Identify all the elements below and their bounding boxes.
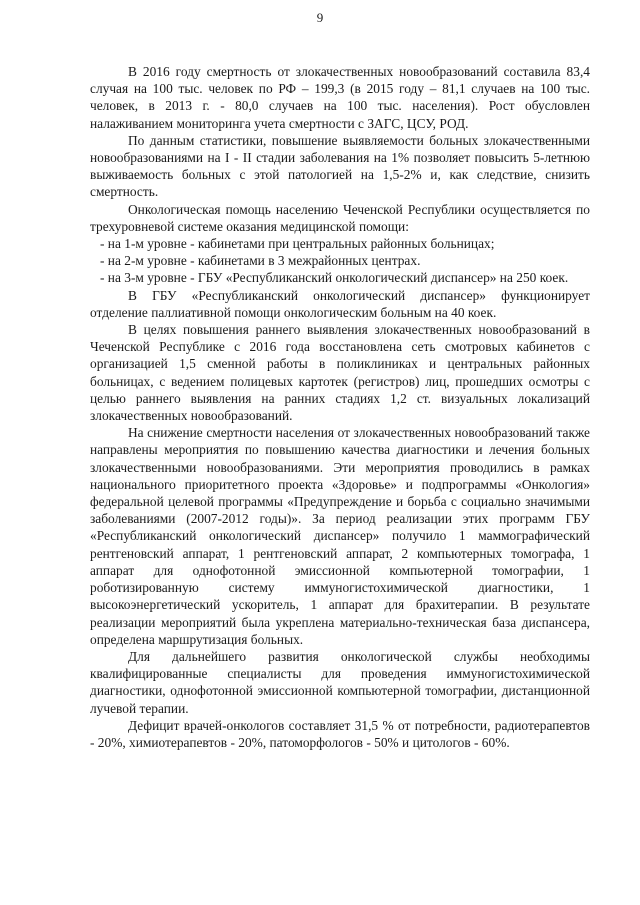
list-item-level-1: - на 1-м уровне - кабинетами при центральных районных больницах; — [100, 236, 495, 252]
paragraph-deficit: Дефицит врачей-онкологов составляет 31,5 % от потребности, радиотерапевтов - 20%, химиотерапевтов - 20%, патоморфологов - 50% и цитологов - 60%. — [90, 717, 590, 750]
paragraph-mortality-reduction: На снижение смертности населения от злокачественных новообразований также направлены мероприятия по повышению качества диагностики и лечения больных злокачественными новообразованиями. Эти мероприятия проводились в рамках национального приоритетного проекта «Здоровье» и подпрограммы «Онкология» федеральной целевой программы «Предупреждение и борьба с социально значимыми заболеваниями (2007-2012 годы)». За период реализации этих программ ГБУ «Республиканский онкологический диспансер» получило 1 маммографический рентгеновский аппарат, 1 рентгеновский аппарат, 2 компьютерных томографа, 1 аппарат для однофотонной эмиссионной компьютерной томографии, 1 роботизированную систему иммуногистохимической диагностики, 1 высокоэнергетический ускоритель, 1 аппарат для брахитерапии. В результате реализации мероприятий была укреплена материально-техническая база диспансера, определена маршрутизация больных. — [90, 425, 590, 647]
page-number: 9 — [316, 10, 324, 25]
list-item-level-3: - на 3-м уровне - ГБУ «Республиканский онкологический диспансер» на 250 коек. — [100, 270, 569, 286]
paragraph-early-detection: В целях повышения раннего выявления злокачественных новообразований в Чеченской Республике с 2016 года восстановлена сеть смотровых кабинетов с организацией 1,5 сменной работы в поликлиниках и центральных районных больницах, с ведением полицевых картотек (регистров) лиц, прошедших осмотры с целью раннего выявления на ранних стадиях 1,2 ст. визуальных локализаций злокачественных новообразований. — [90, 322, 590, 424]
paragraph-three-level-system: Онкологическая помощь населению Чеченской Республики осуществляется по трехуровневой системе оказания медицинской помощи: — [90, 201, 590, 234]
document-body — [90, 63, 590, 751]
paragraph-specialists: Для дальнейшего развития онкологической службы необходимы квалифицированные специалисты для проведения иммуногистохимической диагностики, однофотонной эмиссионной компьютерной томографии, дистанционной лучевой терапии. — [90, 648, 590, 716]
paragraph-statistics: По данным статистики, повышение выявляемости больных злокачественными новообразованиями на I - II стадии заболевания на 1% позволяет повысить 5-летнюю выживаемость больных с этой патологией на 1,5-2% и, как следствие, снизить смертность. — [90, 132, 590, 200]
paragraph-mortality-2016: В 2016 году смертность от злокачественных новообразований составила 83,4 случая на 100 тыс. человек по РФ – 199,3 (в 2015 году – 81,1 случаев на 100 тыс. человек, в 2013 г. - 80,0 случаев на 100 тыс. населения). Рост обусловлен налаживанием мониторинга учета смертности с ЗАГС, ЦСУ, РОД. — [90, 64, 590, 131]
list-item-level-2: - на 2-м уровне - кабинетами в 3 межрайонных центрах. — [100, 253, 421, 269]
paragraph-palliative-care: В ГБУ «Республиканский онкологический диспансер» функционирует отделение паллиативной помощи онкологическим больным на 40 коек. — [90, 287, 590, 320]
